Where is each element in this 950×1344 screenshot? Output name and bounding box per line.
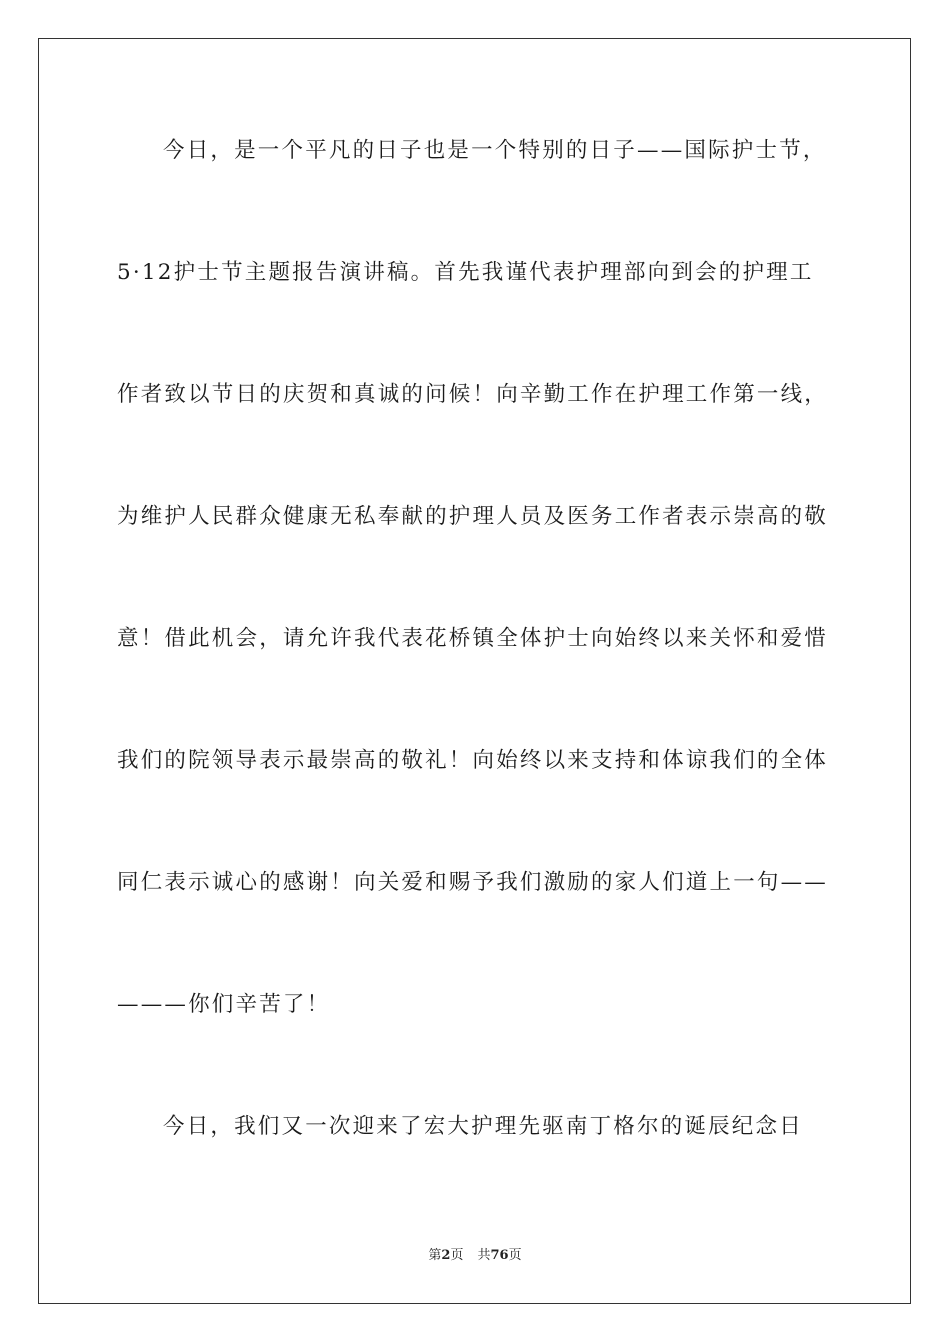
total-prefix: 共: [477, 1248, 491, 1263]
paragraph-line: ———你们辛苦了！: [117, 992, 331, 1017]
paragraph-line: 今日，我们又一次迎来了宏大护理先驱南丁格尔的诞辰纪念日: [163, 1114, 803, 1139]
paragraph-line: 今日，是一个平凡的日子也是一个特别的日子——国际护士节，: [163, 138, 827, 163]
paragraph-line: 作者致以节日的庆贺和真诚的问候！向辛勤工作在护理工作第一线，: [117, 382, 829, 407]
paragraph-line: 为维护人民群众健康无私奉献的护理人员及医务工作者表示崇高的敬: [117, 504, 829, 529]
paragraph-line: 5·12护士节主题报告演讲稿。首先我谨代表护理部向到会的护理工: [117, 260, 814, 285]
paragraph-line: 我们的院领导表示最崇高的敬礼！向始终以来支持和体谅我们的全体: [117, 748, 829, 773]
page-footer: [0, 1246, 950, 1266]
total-pages: 76: [490, 1248, 509, 1263]
page-prefix: 第: [428, 1248, 442, 1263]
total-suffix: 页: [508, 1248, 522, 1263]
paragraph-line: 同仁表示诚心的感谢！向关爱和赐予我们激励的家人们道上一句——: [117, 870, 829, 895]
page-suffix: 页: [450, 1248, 464, 1263]
page-number: 2: [441, 1248, 451, 1263]
paragraph-line: 意！借此机会，请允许我代表花桥镇全体护士向始终以来关怀和爱惜: [117, 626, 829, 651]
